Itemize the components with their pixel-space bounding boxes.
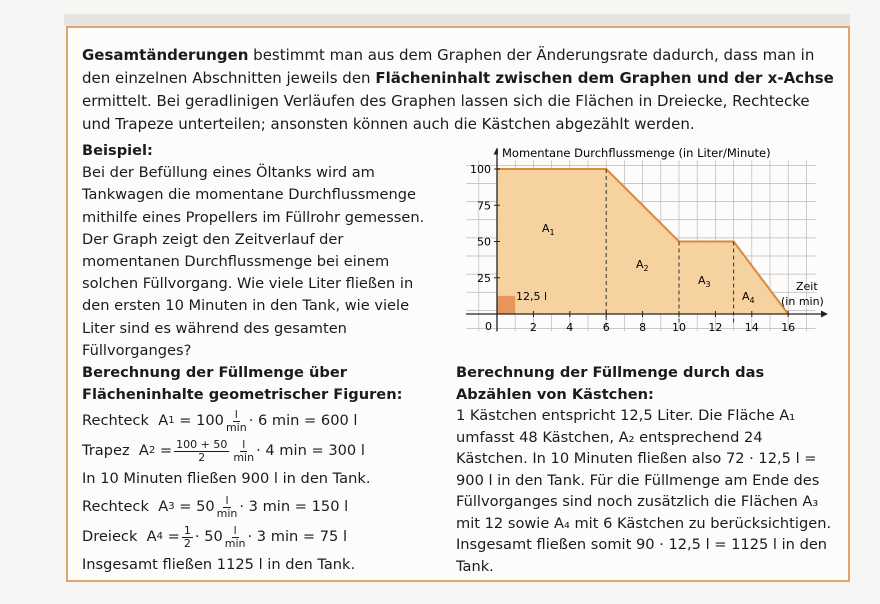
area-label-a1: $A_1$ (542, 222, 555, 237)
origin-label: 0 (485, 320, 492, 333)
flow-chart (450, 140, 835, 345)
example-heading: Beispiel: (82, 142, 153, 159)
intro-text-2: ermittelt. Bei geradlinigen Verläufen des Graphen lassen sich die Flächen in Dreiecke, Rechtecke und Trapeze unterteilen; ansonsten können auch die Kästchen abgezählt werden. (82, 92, 810, 133)
x-tick-label: 2 (529, 321, 537, 334)
x-tick-label: 8 (639, 321, 647, 334)
y-tick-label: 75 (477, 199, 491, 213)
calc-right-text: 1 Kästchen entspricht 12,5 Liter. Die Fläche A₁ umfasst 48 Kästchen, A₂ entsprechend 24 Kästchen. In 10 Minuten fließen also 72 · 12,5 l = 900 l in den Tank. Für die Füllmenge am Ende des Füllvorganges sind noch zusätzlich die Flächen A₃ mit 12 sowie A₄ mit 6 Kästchen zu berücksichtigen. Insgesamt fließen somit 90 · 12,5 l = 1125 l in den Tank. (456, 407, 832, 575)
calc-row-total: Insgesamt fließen 1125 l in den Tank. (82, 556, 356, 573)
example-block (82, 140, 432, 362)
fraction: $\frac{l}{\min}$ (224, 523, 246, 550)
fraction: $\frac{1}{2}$ (183, 523, 191, 550)
top-strip (64, 14, 850, 26)
unit-box (497, 296, 515, 314)
intro-text-1: bestimmt man aus dem Graphen der Änderungsrate dadurch, dass man in den einzelnen Abschnitten jeweils den (82, 46, 815, 87)
calc-right-heading: Berechnung der Füllmenge durch das Abzählen von Kästchen: (456, 364, 765, 403)
y-axis-label: Momentane Durchflussmenge (in Liter/Minute) (502, 146, 771, 160)
x-tick-labels (530, 321, 795, 334)
calc-label: Trapez (82, 442, 130, 459)
calc-right (456, 362, 836, 577)
x-tick-label: 14 (744, 321, 759, 334)
calc-row-sum-10min: In 10 Minuten fließen 900 l in den Tank. (82, 470, 371, 487)
intro-term: Gesamtänderungen (82, 46, 249, 64)
example-text: Bei der Befüllung eines Öltanks wird am Tankwagen die momentane Durchflussmenge mithilfe eines Propellers im Füllrohr gemessen. Der Graph zeigt den Zeitverlauf der momentanen Durchflussmenge bei einem solchen Füllvorgang. Wie viele Liter fließen in den ersten 10 Minuten in den Tank, wie viele Liter sind es während des gesamten Füllvorganges? (82, 164, 425, 359)
unit-box-label: 12,5 l (516, 290, 548, 303)
calc-row-dreieck-a4: Dreieck A 4 = $\frac{1}{2}$ · 50 $\frac{l}{\min}$ · 3 min = 75 l (82, 523, 348, 550)
calc-result: · 4 min = 300 l (256, 442, 365, 459)
area-label-a3: $A_3$ (698, 274, 711, 289)
y-tick-label: 100 (470, 163, 491, 176)
calc-row-rechteck-a3: Rechteck A 3 = 50 $\frac{l}{\min}$ · 3 min = 150 l (82, 493, 349, 520)
area-label-a2: $A_2$ (636, 258, 649, 273)
x-tick-label: 12 (708, 321, 723, 334)
y-tick-label: 50 (477, 235, 491, 249)
calc-result: · 3 min = 150 l (239, 498, 349, 515)
intro-term-2: Flächeninhalt zwischen dem Graphen und der x-Achse (375, 69, 834, 87)
x-tick-label: 6 (602, 321, 610, 334)
calc-left-heading: Berechnung der Füllmenge über Flächeninhalte geometrischer Figuren: (82, 364, 403, 403)
fraction: $\frac{l}{\min}$ (225, 407, 247, 434)
x-axis-arrow (821, 311, 828, 318)
calc-label: Rechteck (82, 498, 149, 515)
x-tick-label: 16 (781, 321, 796, 334)
x-axis-label-2: (in min) (781, 295, 824, 308)
y-tick-label: 25 (477, 271, 491, 285)
fraction: $\frac{l}{\min}$ (233, 437, 255, 464)
calc-row-rechteck-a1: Rechteck A 1 = 100 $\frac{l}{\min}$ · 6 min = 600 l (82, 407, 358, 434)
x-tick-label: 4 (566, 321, 574, 334)
calc-left (82, 362, 452, 578)
y-tick-labels (470, 163, 491, 285)
x-axis-label-1: Zeit (796, 280, 818, 293)
calc-result: · 3 min = 75 l (247, 528, 348, 545)
calc-label: Dreieck (82, 528, 138, 545)
fraction: $\frac{100 + 50}{2}$ (176, 437, 228, 464)
intro-paragraph (82, 44, 842, 136)
calc-label: Rechteck (82, 412, 149, 429)
calc-result: · 6 min = 600 l (248, 412, 358, 429)
area-label-a4: $A_4$ (742, 290, 755, 305)
fraction: $\frac{l}{\min}$ (216, 493, 238, 520)
calc-row-trapez-a2: Trapez A 2 = $\frac{100 + 50}{2}$ $\frac{l}{\min}$ · 4 min = 300 l (82, 437, 365, 464)
x-tick-label: 10 (672, 321, 686, 334)
